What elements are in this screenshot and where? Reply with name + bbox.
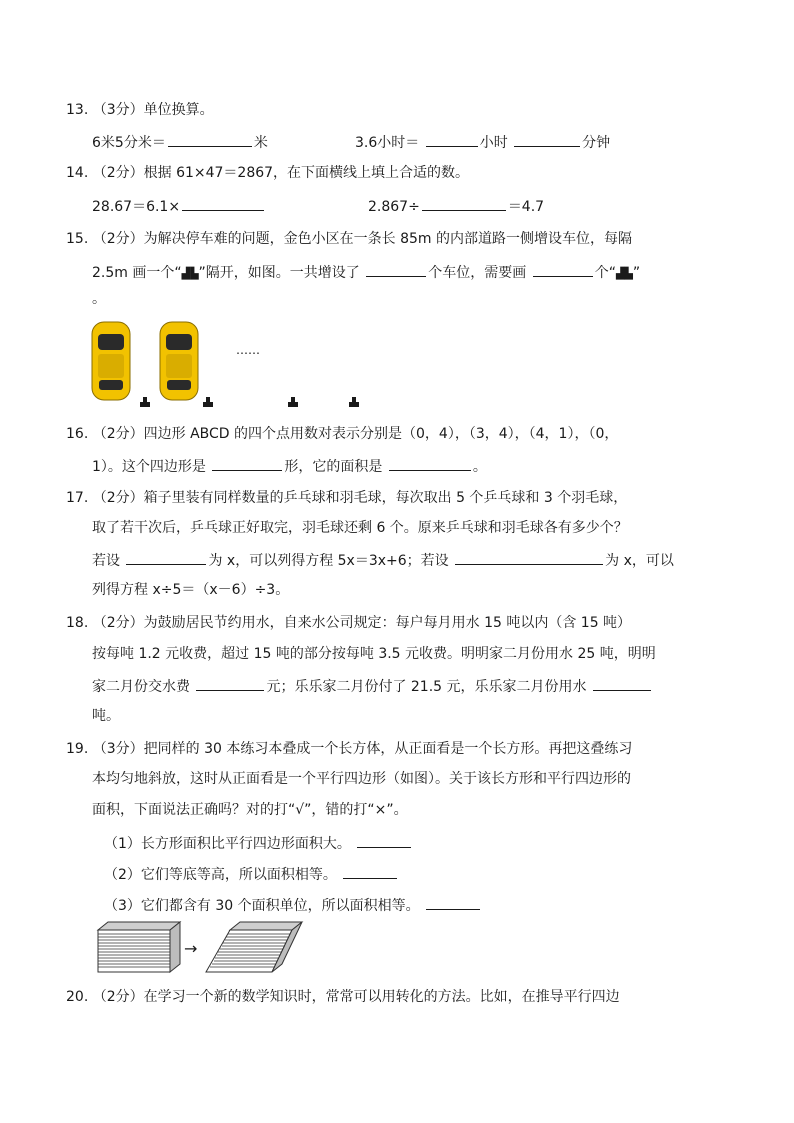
q17-l3-mid: 为 x，可以列得方程 5x＝3x+6；若设 [208, 553, 449, 569]
q14-a-text: 28.67＝6.1× [92, 199, 181, 215]
q17-line3 [92, 549, 674, 571]
q14-b-blank[interactable] [422, 195, 506, 211]
parking-stop-icon [140, 397, 150, 407]
q16-blank2[interactable] [389, 455, 471, 471]
q18-l3-mid: 元；乐乐家二月份付了 21.5 元，乐乐家二月份用水 [266, 679, 587, 695]
car-icon [92, 322, 130, 400]
q16-l2-mid: 形，它的面积是 [284, 459, 383, 475]
q19-statement-1 [104, 832, 413, 854]
q18-line3 [92, 675, 653, 697]
q14-stem: 14. （2分）根据 61×47＝2867，在下面横线上填上合适的数。 [66, 165, 470, 181]
q13-stem: 13. （3分）单位换算。 [66, 102, 214, 118]
q14-a-blank[interactable] [182, 195, 264, 211]
q14-item-b [368, 195, 544, 217]
q15-l2-mid2: 个车位，需要画 [428, 265, 527, 281]
q19-line3: 面积，下面说法正确吗？对的打“√”，错的打“×”。 [92, 802, 408, 818]
q13-a-unit: 米 [253, 135, 268, 151]
q16-line1: 16. （2分）四边形 ABCD 的四个点用数对表示分别是（0，4），（3，4），（4，1），（0， [66, 426, 619, 442]
q15-line1: 15. （2分）为解决停车难的问题，金色小区在一条长 85m 的内部道路一侧增设车位，每隔 [66, 231, 632, 247]
q13-item-a [92, 131, 268, 153]
q17-blank2[interactable] [455, 549, 603, 565]
q13-b-text: 3.6小时＝ [355, 135, 420, 151]
arrow-right-icon: → [184, 939, 198, 958]
q19-blank1[interactable] [357, 832, 411, 848]
q15-blank2[interactable] [533, 261, 593, 277]
q19-blank3[interactable] [426, 894, 480, 910]
parking-stop-icon [288, 397, 298, 407]
q13-b-blank2[interactable] [514, 131, 580, 147]
q16-l2-pre: 1）。这个四边形是 [92, 459, 206, 475]
q19-statement-3 [104, 894, 482, 916]
q19-statement-2 [104, 863, 399, 885]
q16-blank1[interactable] [212, 455, 282, 471]
q17-l3-end: 为 x，可以 [605, 553, 674, 569]
rectangle-stack-icon [98, 922, 180, 972]
q15-line2 [92, 261, 640, 284]
q13-b-unit2: 分钟 [582, 135, 611, 151]
q17-blank1[interactable] [126, 549, 206, 565]
q18-line1: 18. （2分）为鼓励居民节约用水，自来水公司规定：每户每月用水 15 吨以内（含 15 吨） [66, 615, 632, 631]
q19-line1: 19. （3分）把同样的 30 本练习本叠成一个长方体，从正面看是一个长方形。再把这叠练习 [66, 741, 633, 757]
parking-stop-icon [349, 397, 359, 407]
q18-blank1[interactable] [196, 675, 264, 691]
q15-blank1[interactable] [366, 261, 426, 277]
parking-figure [86, 318, 366, 410]
q19-s2-text: （2）它们等底等高，所以面积相等。 [104, 867, 337, 883]
q17-line1: 17. （2分）箱子里装有同样数量的乒乓球和羽毛球，每次取出 5 个乒乓球和 3 个羽毛球， [66, 490, 628, 506]
q18-l3-pre: 家二月份交水费 [92, 679, 190, 695]
q15-l2-pre: 2.5m 画一个“ [92, 265, 182, 281]
parking-stop-icon [203, 397, 213, 407]
q18-line4: 吨。 [92, 708, 120, 724]
q17-line2: 取了若干次后，乒乓球正好取完，羽毛球还剩 6 个。原来乒乓球和羽毛球各有多少个？ [92, 520, 628, 536]
q13-a-blank[interactable] [168, 131, 252, 147]
q15-l2-mid3: 个“ [594, 265, 616, 281]
q19-line2: 本均匀地斜放，这时从正面看是一个平行四边形（如图）。关于该长方形和平行四边形的 [92, 771, 631, 787]
parking-stop-icon: ▟▙ [615, 267, 633, 280]
q16-line2 [92, 455, 487, 477]
parking-stop-icon: ▟▙ [181, 267, 199, 280]
book-stack-figure [96, 916, 304, 976]
q14-b-post: ＝4.7 [507, 199, 545, 215]
q17-line4: 列得方程 x÷5＝（x－6）÷3。 [92, 582, 290, 598]
q13-item-b [355, 131, 610, 153]
q19-s3-text: （3）它们都含有 30 个面积单位，所以面积相等。 [104, 898, 420, 914]
parallelogram-stack-icon [206, 922, 302, 972]
q14-item-a [92, 195, 266, 217]
q19-s1-text: （1）长方形面积比平行四边形面积大。 [104, 836, 351, 852]
ellipsis-dots: …… [236, 343, 260, 357]
q15-l2-mid1: ”隔开，如图。一共增设了 [198, 265, 360, 281]
car-icon [160, 322, 198, 400]
q18-line2: 按每吨 1.2 元收费，超过 15 吨的部分按每吨 3.5 元收费。明明家二月份用水 25 吨，明明 [92, 646, 656, 662]
q13-a-text: 6米5分米＝ [92, 135, 166, 151]
q14-b-text: 2.867÷ [368, 199, 420, 215]
q15-l2-end: ” [632, 265, 641, 281]
q13-b-blank1[interactable] [426, 131, 478, 147]
q16-l2-end: 。 [472, 459, 487, 475]
q19-blank2[interactable] [343, 863, 397, 879]
q13-b-unit1: 小时 [479, 135, 508, 151]
q18-blank2[interactable] [593, 675, 651, 691]
q17-l3-pre: 若设 [92, 553, 120, 569]
q15-line3: 。 [92, 291, 106, 307]
q20-line1: 20. （2分）在学习一个新的数学知识时，常常可以用转化的方法。比如，在推导平行四边 [66, 989, 620, 1005]
